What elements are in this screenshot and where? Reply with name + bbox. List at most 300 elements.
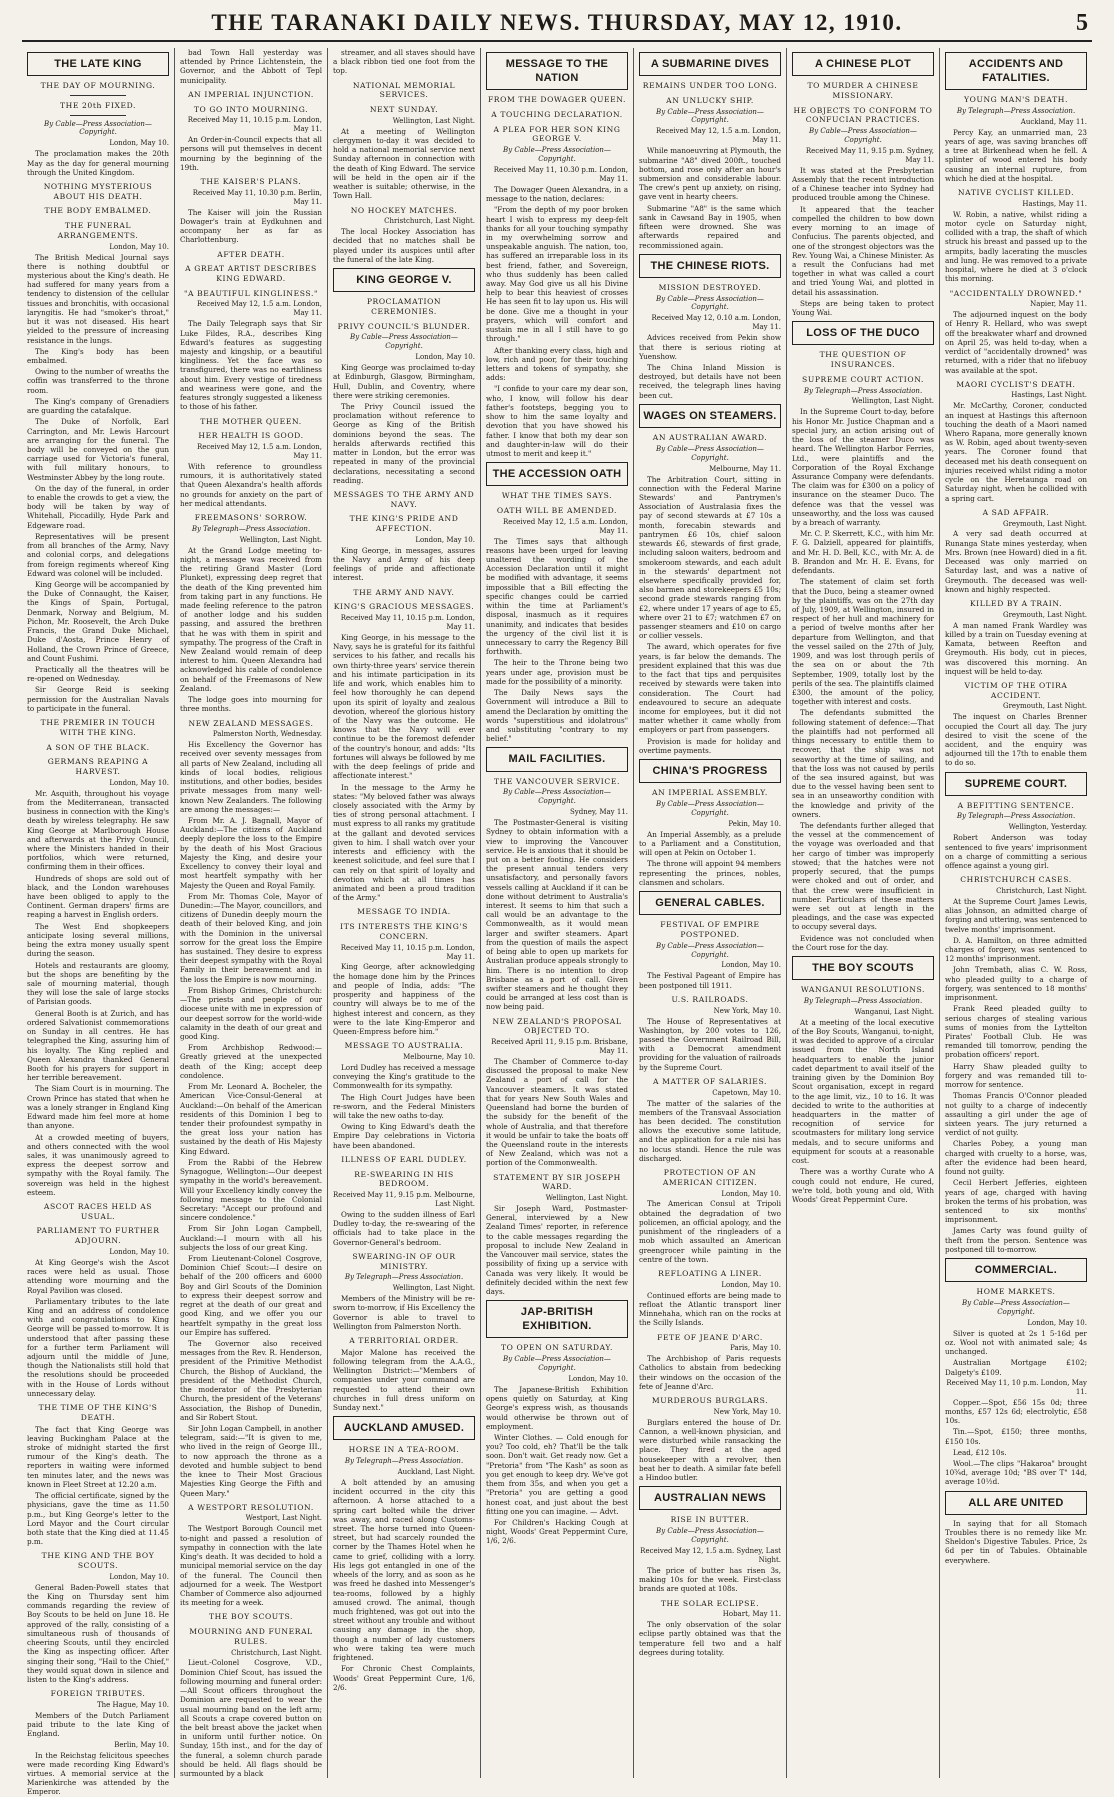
subheading: THE 20th FIXED. xyxy=(59,100,137,110)
dateline: Wellington, Yesterday. xyxy=(1008,823,1087,832)
subheading: U.S. RAILROADS. xyxy=(671,994,749,1004)
dateline: London, May 10. xyxy=(568,1375,628,1383)
paragraph: The Westport Borough Council met to-night and passed a resolution of sympathy in connection with the late King's death. It was decided to hold a municipal memorial service on the day of the funeral. The Council then adjourned for a week. The Westport Chamber of Commerce also adjourned its meeting for a week. xyxy=(180,1524,322,1608)
paragraph: From Mr. A. J. Bagnall, Mayor of Auckland:—The citizens of Auckland deeply deplore the loss to the Empire by the death of his Most Gracious Majesty the King, and desire your Excellency to convey their loyal and most heartfelt sympathy with her Majesty the Queen and Royal Family. xyxy=(180,815,322,890)
paragraph: bad Town Hall yesterday was attended by Prince Lichtenstein, the Governor, and the Abbott of Tepl municipality. xyxy=(180,48,322,85)
subheading: THE KAISER'S PLANS. xyxy=(200,177,302,187)
byline: By Cable—Press Association—Copyright. xyxy=(656,941,764,959)
dateline: London, May 10. xyxy=(109,242,169,251)
column-5 xyxy=(634,48,787,1778)
dateline: Received May 12, 0.10 a.m. London, May 11. xyxy=(651,314,781,332)
paragraph: Copper.—Spot, £56 15s 0d; three months, £57 12s 6d; electrolytic, £58 10s. xyxy=(945,1397,1087,1426)
subheading: FOREIGN TRIBUTES. xyxy=(50,1689,146,1699)
byline: By Telegraph—Press Association. xyxy=(956,812,1076,821)
paragraph: The Siam Court is in mourning. The Crown Prince has stated that when he was a lonely stranger in England King Edward made him feel more at home than anyone. xyxy=(27,1084,169,1131)
subheading: SWEARING-IN OF OUR MINISTRY. xyxy=(352,1251,456,1271)
paragraph: Thomas Francis O'Connor pleaded not guilty to a charge of indecently assaulting a girl under the age of sixteen years. The jury returned a verdict of not guilty. xyxy=(945,1091,1087,1138)
article-headline: COMMERCIAL. xyxy=(945,1258,1087,1282)
dateline: Greymouth, Last Night. xyxy=(1002,702,1087,711)
paragraph: Mr. McCarthy, Coroner, conducted an inquest at Hastings this afternoon touching the death of a Maori named Whero Rapana, more generally known as W. Robin, aged about twenty-seven years. The Coroner found that deceased met his death consequent on injuries received whilst riding a motor cycle on the Heretaunga road on Saturday night, when he collided with a spring cart. xyxy=(945,401,1087,503)
paragraph: Steps are being taken to protect Young Wai. xyxy=(792,298,934,318)
paragraph: At a meeting of the local executive of the Boy Scouts, Wanganui, to-night, it was decided to approve of a circular issued from the North Island headquarters to enable the junior cadet department to avail itself of the training given by the Dominion Boy Scout organisation, except in regard to the age limit, viz., 10 to 16. It was decided to write to the authorities at headquarters in the matter of recognition of service for scoutmasters for military long service medals, and to secure uniforms and equipment for scouts at a reasonable cost. xyxy=(792,1017,934,1166)
paragraph: The fact that King George was leaving Buckingham Palace at the stroke of midnight started the first rumour of the King's death. The reporters in waiting were informed ten minutes later, and the news was known in Fleet Street at 12.20 a.m. xyxy=(27,1424,169,1489)
paragraph: The defendants submitted the following statement of defence:—That the plaintiffs had not performed all things necessary to entitle them to recover, that the ship was not seaworthy at the time of sailing, and that the loss was not caused by perils of the sea insured against, but was due to the vessel having been sent to sea in an unseaworthy condition with the knowledge and privity of the owners. xyxy=(792,708,934,819)
dateline: London, May 10. xyxy=(721,1189,781,1198)
paragraph: The lodge goes into mourning for three months. xyxy=(180,695,322,714)
subheading: THE BOY SCOUTS. xyxy=(208,1612,294,1622)
paragraph: The defendants further alleged that the vessel at the commencement of the voyage was overloaded and that her cargo of timber was improperly stowed; that the hatches were not properly secured, that the pumps were choked and out of order, and that the crew were insufficient in number. Particulars of these matters were set out at length in the pleadings, and the case was expected to occupy several days. xyxy=(792,821,934,932)
dateline: Wanganui, Last Night. xyxy=(854,1007,934,1016)
byline: By Cable—Press Association—Copyright. xyxy=(44,119,152,137)
paragraph: With reference to groundless rumours, it is authoritatively stated that Queen Alexandra's health affords no grounds for anxiety on the part of her medical attendants. xyxy=(180,461,322,508)
paragraph: The heir to the Throne being two years under age, provision must be made for the possibility of a minority. xyxy=(486,658,628,686)
dateline: Received May 11, 10.30 p.m. Berlin, May 11. xyxy=(192,188,322,206)
paragraph: From Bishop Grimes, Christchurch:—The priests and people of our diocese unite with me in expression of our deepest sorrow for the world-wide calamity in the death of our great and good King. xyxy=(180,985,322,1042)
paragraph: The award, which operates for five years, is far below the demands. The president explained that this was due to the fact that tips and perquisites received by stewards were taken into consideration. The Court had endeavoured to secure an adequate income for employees, but it did not matter whether it came wholly from employers or part from passengers. xyxy=(639,642,781,735)
article-headline: JAP-BRITISH EXHIBITION. xyxy=(486,1300,628,1338)
dateline: Wellington, Last Night. xyxy=(851,397,934,406)
paragraph: Mr. Asquith, throughout his voyage from the Mediterranean, transacted business in connection with the King's death by wireless telegraphy. He saw King George at Marlborough House and afterwards at the Privy Council, where the Ministers handed in their portfolios, which were returned, confirming them in their offices. xyxy=(27,788,169,872)
subheading: FREEMASONS' SORROW. xyxy=(194,513,308,522)
dateline: Received May 12, 1.5 a.m. London, May 11. xyxy=(196,300,322,318)
subheading: NATIVE CYCLIST KILLED. xyxy=(957,188,1075,198)
subheading: THE DAY OF MOURNING. xyxy=(40,81,156,91)
article-headline: SUPREME COURT. xyxy=(945,772,1087,796)
paragraph: James Carty was found guilty of theft from the person. Sentence was postponed till to-morrow. xyxy=(945,1226,1087,1254)
paragraph: Lead, £12 10s. xyxy=(953,1447,1007,1457)
subheading: NATIONAL MEMORIAL SERVICES. xyxy=(352,80,456,100)
column-6 xyxy=(787,48,940,1778)
dateline: London, May 10. xyxy=(1027,1318,1087,1327)
subheading: ILLNESS OF EARL DUDLEY. xyxy=(341,1154,467,1164)
byline: By Cable—Press Association—Copyright. xyxy=(656,294,764,312)
dateline: Paris, May 10. xyxy=(730,1344,781,1353)
paragraph: The proclamation makes the 20th May as the day for general mourning through the United Kingdom. xyxy=(27,149,169,177)
article-headline: MESSAGE TO THE NATION xyxy=(486,52,628,90)
paragraph: The adjourned inquest on the body of Henry R. Hellard, who was swept off the breakwater wharf and drowned on April 25, was held to-day, when a verdict of "accidentally drowned" was returned, with a rider that no lifebuoy was available at the spot. xyxy=(945,310,1087,375)
paragraph: The British Medical Journal says there is nothing doubtful or mysterious about the King's death. He had suffered for many years from a tendency to distension of the cellular tissues and bronchitis, with occasional laryngitis. He had "smoker's throat," but it was not diseased. His heart yielded to the pressure of increasing resistance in the lungs. xyxy=(27,252,169,345)
paragraph: Evidence was not concluded when the Court rose for the day. xyxy=(792,933,934,952)
dateline: Wellington, Last Night. xyxy=(392,1284,475,1293)
article-headline: GENERAL CABLES. xyxy=(639,891,781,915)
subheading: A PLEA FOR HER SON KING GEORGE V. xyxy=(493,124,621,144)
masthead xyxy=(22,6,1092,42)
paragraph: Members of the Ministry will be re-sworn to-morrow, if His Excellency the Governor is able to travel to Wellington from Palmerston North. xyxy=(333,1294,475,1331)
dateline: Received May 11, 10 p.m. London, May 11. xyxy=(946,1378,1087,1396)
subheading: MESSAGES TO THE ARMY AND NAVY. xyxy=(333,490,475,509)
paragraph: General Booth is at Zurich, and has ordered Salvationist commemorations on Sunday in all centres. He has telegraphed the King, assuring him of his loyalty. The King replied and Queen Alexandra thanked General Booth for his prayers for support in her terrible bereavement. xyxy=(27,1008,169,1083)
paragraph: The Postmaster-General is visiting Sydney to obtain information with a view to improving the Vancouver service. He is anxious that it should be put on a better footing. He considers the present annual tenders very unsatisfactory, and personally favors vessels calling at Auckland if it can be done without detriment to Australia's interest. It seems to him that such a call would be an advantage to the Commonwealth, as it would mean larger and swifter steamers. Apart from the question of mails the aspect of being able to open up markets for Australian produce appeals strongly to him. There is no intention to drop Brisbane as a port of call. Given swifter steamers and he thought they could be arranged at less cost than is now being paid. xyxy=(486,818,628,1012)
dateline: London, May 10. xyxy=(721,961,781,970)
subheading: KILLED BY A TRAIN. xyxy=(969,599,1063,608)
paragraph: Lieut.-Colonel Cosgrove, V.D., Dominion Chief Scout, has issued the following mourning and funeral order:—All Scout officers throughout the Dominion are requested to wear the usual mourning band on the left arm; all Scouts a crape covered button on the belt breast above the jacket when in uniform until further notice. On Sunday, 15th inst., and for the day of the funeral, a solemn church parade should be held. All flags should be surmounted by a black xyxy=(180,1658,322,1779)
dateline: London, May 10. xyxy=(109,1572,169,1581)
article-headline: KING GEORGE V. xyxy=(333,268,475,292)
paragraph: Advices received from Pekin show that there is serious rioting at Yuenshow. xyxy=(639,333,781,361)
paragraph: The Chamber of Commerce to-day discussed the proposal to make New Zealand a port of call for the Vancouver steamers. It was stated that for years New South Wales and Queensland had borne the burden of the subsidy for the benefit of the whole of Australia, and that therefore it would be unfair to take the boats off the Queensland route in the interests of New Zealand, which was not a portion of the Commonwealth. xyxy=(486,1057,628,1168)
paragraph: From Mr. Leonard A. Bocheler, the American Vice-Consul-General at Auckland:—On behalf of the American residents of this Dominion I beg to tender their profoundest sympathy in the great loss your nation has sustained by the death of His Majesty King Edward. xyxy=(180,1082,322,1156)
dateline: Received May 11, 10.15 p.m. London, May 11. xyxy=(187,116,322,134)
paragraph: Sir John Logan Campbell, in another telegram, said:—"It is given to me, who lived in the reign of George III., to now approach the throne as a devoted and humble subject to bend the knee to Their Most Gracious Majesties King George the Fifth and Queen Mary." xyxy=(180,1423,322,1498)
paragraph: In the Reichstag felicitous speeches were made recording King Edward's virtues. A memorial service at the Marienkirche was attended by the Emperor. xyxy=(27,1750,169,1797)
paragraph: Tin.—Spot, £150; three months, £150 10s. xyxy=(945,1427,1087,1446)
subheading: PRIVY COUNCIL'S BLUNDER. xyxy=(337,321,471,331)
paragraph: From the Rabbi of the Hebrew Synagogue, Wellington:—Our deepest sympathy in the world's bereavement. Will your Excellency kindly convey the following message to the Colonial Secretary: "Accept our profound and sincere condolence." xyxy=(180,1157,322,1223)
subheading: YOUNG MAN'S DEATH. xyxy=(964,95,1068,105)
subheading: AN UNLUCKY SHIP. xyxy=(666,95,754,105)
subheading: A SAD AFFAIR. xyxy=(982,507,1050,517)
paragraph: W. Robin, a native, whilst riding a motor cycle on Saturday night, collided with a trap, the shaft of which struck his breast and passed up to the armpits, badly lacerating the muscles and lung. He was removed to a private hospital, where he died at 3 o'clock this morning. xyxy=(945,209,1087,284)
article-headline: ALL ARE UNITED xyxy=(945,1491,1087,1515)
subheading: HOME MARKETS. xyxy=(976,1287,1056,1297)
paragraph: Lord Dudley has received a message conveying the King's gratitude to the Commonwealth for its sympathy. xyxy=(333,1062,475,1091)
column-2 xyxy=(175,48,328,1778)
paragraph: After thanking every class, high and low, rich and poor, for their touching letters and tokens of sympathy, she adds: xyxy=(486,345,628,383)
byline: By Cable—Press Association—Copyright. xyxy=(503,146,611,163)
paragraph: An Order-in-Council expects that all persons will put themselves in decent mourning by the beginning of the 19th. xyxy=(180,135,322,172)
paragraph: The Dowager Queen Alexandra, in a message to the nation, declares: xyxy=(486,184,628,204)
subheading: ASCOT RACES HELD AS USUAL. xyxy=(43,1202,153,1221)
subheading: AFTER DEATH. xyxy=(217,249,285,259)
subheading: THE PREMIER IN TOUCH WITH THE KING. xyxy=(40,718,156,737)
article-headline: AUSTRALIAN NEWS xyxy=(639,1486,781,1510)
paragraph: Owing to the sudden illness of Earl Dudley to-day, the re-swearing of the officials had to take place in the Governor-General's bedroom. xyxy=(333,1209,475,1247)
paragraph: The Arbitration Court, sitting in connection with the Federal Marine Stewards' and Pantrymen's Association of Australasia fixes the pay of second stewards at £7 10s a month, forecabin stewards and pantrymen £6 10s, chief saloon stewards £6, stewards of first grade, including saloon waiters, bedroom and smokeroom stewards, and each adult in the stewards' department not elsewhere specifically provided for, also barmen and storekeepers £5 10s; second grade stewards ranging from £2, where under 17 years of age to £5, where over 21 to £7; watchmen £7 on passenger steamers and £10 on cargo or collier vessels. xyxy=(639,474,781,641)
dateline: Greymouth, Last Night. xyxy=(1002,519,1087,528)
dateline: Hobart, May 11. xyxy=(722,1610,781,1619)
dateline: Wellington, Last Night. xyxy=(545,1194,628,1203)
byline: By Cable—Press Association—Copyright. xyxy=(809,126,917,144)
paragraph: At the Grand Lodge meeting to-night, a message was received from the retiring Grand Master (Lord Plunket), expressing deep regret that the death of the King prevented him from taking part in any functions. He made feeling reference to the patron of another lodge and his sudden passing, and assured the brethren that he was with them in spirit and sympathy. The progress of the Craft in New Zealand would remain of deep interest to him. Queen Alexandra had acknowledged his cable of condolence on behalf of the Freemasons of New Zealand. xyxy=(180,545,322,693)
byline: By Telegraph—Press Association. xyxy=(803,386,923,395)
subheading: PROTECTION OF AN AMERICAN CITIZEN. xyxy=(662,1168,758,1187)
dateline: Auckland, Last Night. xyxy=(397,1468,475,1476)
paragraph: Hotels and restaurants are gloomy, but the shops are benefiting by the sale of mourning material, though they will lose the sale of large stocks of Parisian goods. xyxy=(27,960,169,1007)
subheading: AN IMPERIAL INJUNCTION. xyxy=(188,89,314,99)
paragraph: For Children's Hacking Cough at night, Woods' Great Peppermint Cure, 1/6, 2/6. xyxy=(486,1518,628,1546)
subheading: PARLIAMENT TO FURTHER ADJOURN. xyxy=(36,1226,160,1246)
dateline: London, May 10. xyxy=(109,1247,169,1256)
dateline: London, May 10. xyxy=(721,1280,781,1289)
byline: By Cable—Press Association—Copyright. xyxy=(503,1355,611,1373)
byline: By Cable—Press Association—Copyright. xyxy=(656,444,764,462)
paragraph: "I confide to your care my dear son, who, I know, will follow his dear father's footsteps, begging you to show to him the same loyalty and devotion that you have showed his father. I know that both my dear son and daughter-in-law will do their utmost to merit and keep it." xyxy=(486,384,628,458)
subheading: THE FUNERAL ARRANGEMENTS. xyxy=(57,221,139,240)
subheading: A TERRITORIAL ORDER. xyxy=(349,1336,459,1345)
byline: By Cable—Press Association—Copyright. xyxy=(350,333,458,351)
paragraph: The official certificate, signed by the physicians, gave the time as 11.50 p.m., but King George's letter to the Lord Mayor and the Court circular both state that the King died at 11.45 p.m. xyxy=(27,1491,169,1547)
paragraph: At a meeting of Wellington clergymen to-day it was decided to hold a national memorial service next Sunday afternoon in connection with the death of King Edward. The service will be held in the open air if the weather is suitable; otherwise, in the Town Hall. xyxy=(333,126,475,201)
subheading: CHRISTCHURCH CASES. xyxy=(960,875,1072,885)
paragraph: A bolt attended by an amusing incident occurred in the city this afternoon. A horse attached to a spring cart bolted while the driver was away, and raced along Customs-street. The horse turned into Queen-street, but had scarcely rounded the corner by the Thames Hotel when he came to grief, colliding with a lorry. His legs got entangled in one of the wheels of the lorry, and as soon as he was freed he dashed into Messenger's tea-rooms, followed by a highly amused crowd. The animal, though much frightened, was got out into the street without any trouble and without causing any damage in the shop, though a number of lady customers who were taking tea were much frightened. xyxy=(333,1477,475,1663)
paragraph: The inquest on Charles Brenner occupied the Court all day. The jury desired to visit the scene of the accident, and the enquiry was adjourned till the 17th to enable them to do so. xyxy=(945,712,1087,768)
paragraph: Parliamentary tributes to the late King and an address of condolence with and congratulations to King George will be passed to-morrow. It is understood that after passing these for a further term Parliament will adjourn until the middle of June, though the Nationalists still hold that the resolutions should be proceeded with in the House of Lords without unnecessary delay. xyxy=(27,1296,169,1398)
dateline: Christchurch, Last Night. xyxy=(996,886,1087,895)
paragraph: The West End shopkeepers anticipate losing several millions, being the extra money usually spent during the season. xyxy=(27,921,169,959)
paragraph: An Imperial Assembly, as a prelude to a Parliament and a Constitution, will open at Pekin on October 1. xyxy=(639,829,781,858)
paragraph: The Daily Telegraph says that Sir Luke Fildes, R.A., describes King Edward's features as suggesting majesty and kingship, or a beautiful kingliness. Yet the face was so transfigured, there was no earthliness about him. Every vestige of tiredness and weariness were gone, and the features strongly suggested a likeness to those of his father. xyxy=(180,319,322,412)
subheading: NEW ZEALAND'S PROPOSAL OBJECTED TO. xyxy=(492,1016,622,1036)
paragraph: The House of Representatives at Washington, by 200 votes to 126, passed the Government Railroad Bill, with a Democrat amendment providing for the valuation of railroads by the Supreme Court. xyxy=(639,1016,781,1072)
paragraph: A man named Frank Wardley was killed by a train on Tuesday evening at Kamata, between Reefton and Greymouth. His body, cut in pieces, was discovered this morning. An inquest will be held to-day. xyxy=(945,620,1087,676)
article-headline: AUCKLAND AMUSED. xyxy=(333,1416,475,1440)
paragraph: Practically all the theatres will be re-opened on Wednesday. xyxy=(27,664,169,684)
subheading: A BEFITTING SENTENCE. xyxy=(957,800,1075,810)
paragraph: Charles Pobey, a young man charged with cruelty to a horse, was, after the evidence had been heard, found not guilty. xyxy=(945,1139,1087,1177)
dateline: Pekin, May 10. xyxy=(728,819,781,828)
paragraph: Hundreds of shops are sold out of black, and the London warehouses have been obliged to apply to the Continent. German drapers' firms are reaping a harvest in English orders. xyxy=(27,873,169,920)
subheading: A SON OF THE BLACK. xyxy=(46,742,150,752)
subheading: OATH WILL BE AMENDED. xyxy=(496,505,618,515)
paragraph: Burglars entered the house of Dr. Cannon, a well-known physician, and were disturbed while ransacking the place. They fired at the aged housekeeper with a revolver, then beat her to death. A similar fate befell a Hindoo butler. xyxy=(639,1417,781,1483)
article-headline: A SUBMARINE DIVES xyxy=(639,52,781,76)
article-headline: A CHINESE PLOT xyxy=(792,52,934,76)
paragraph: Provision is made for holiday and overtime payments. xyxy=(639,736,781,755)
paragraph: A very sad death occurred at Runanga State mines yesterday, when Mrs. Brown (nee Howard) died in a fit. Deceased was only married on Saturday last, and was a native of Greymouth. The deceased was well-known and highly respected. xyxy=(945,529,1087,594)
paragraph: John Trembath, alias C. W. Ross, who pleaded guilty to a charge of forgery, was sentenced to 18 months' imprisonment. xyxy=(945,965,1087,1003)
subheading: PROCLAMATION CEREMONIES. xyxy=(366,297,442,316)
paragraph: Sir George Reid is seeking permission for the Australian Navals to participate in the funeral. xyxy=(27,685,169,713)
paragraph: In saying that for all Stomach Troubles there is no remedy like Mr. Sheldon's Digestive Tabules. Price, 2s 6d per tin of Tabules. Obtainable everywhere. xyxy=(945,1518,1087,1565)
paragraph: On the day of the funeral, in order to enable the crowds to get a view, the body will be taken by way of Whitehall, Piccadilly, Hyde Park and Edgeware road. xyxy=(27,483,169,530)
subheading: A MATTER OF SALARIES. xyxy=(652,1076,767,1086)
paragraph: From Archbishop Redwood:—Greatly grieved at the unexpected death of the King; accept deep condolence. xyxy=(180,1043,322,1080)
paragraph: The Kaiser will join the Russian Dowager's train at Eydkuhnen and accompany her as far as Charlottenburg. xyxy=(180,207,322,245)
paragraph: From Mr. Thomas Cole, Mayor of Dunedin:—The Mayor, councillors, and citizens of Dunedin deeply mourn the death of their beloved King, and join with the Dominion in the universal sorrow for the great loss the Empire has sustained. They desire to express their deepest sympathy with the Royal Family in their bereavement and in the loss the Empire is now mourning. xyxy=(180,891,322,984)
dateline: Melbourne, May 10. xyxy=(403,1052,475,1061)
dateline: Capetown, May 10. xyxy=(712,1088,781,1097)
paragraph: At King George's wish the Ascot races were held as usual. Those attending wore mourning and the Royal Pavilion was closed. xyxy=(27,1257,169,1295)
paragraph: Percy Kay, an unmarried man, 23 years of age, was saving branches off a tree at Birkenhead when he fell. A splinter of wood entered his body causing an internal rupture, from which he died at the hospital. xyxy=(945,127,1087,183)
paragraph: The Japanese-British Exhibition opens quietly on Saturday, at King George's express wish, as thousands would otherwise be thrown out of employment. xyxy=(486,1384,628,1431)
subheading: MOURNING AND FUNERAL RULES. xyxy=(189,1627,313,1646)
subheading: THE BODY EMBALMED. xyxy=(44,206,152,216)
dateline: New York, May 10. xyxy=(713,1006,781,1015)
paragraph: The only observation of the solar eclipse partly obtained was that the temperature fell two and a half degrees during totality. xyxy=(639,1620,781,1657)
subheading: HORSE IN A TEA-ROOM. xyxy=(348,1445,460,1455)
article-headline: THE ACCESSION OATH xyxy=(486,462,628,486)
paragraph: Owing to King Edward's death the Empire Day celebrations in Victoria have been abandoned. xyxy=(333,1122,475,1150)
subheading: REMAINS UNDER TOO LONG. xyxy=(642,81,778,91)
subheading: A TOUCHING DECLARATION. xyxy=(491,109,623,119)
paragraph: For Chronic Chest Complaints, Woods' Great Peppermint Cure, 1/6, 2/6. xyxy=(333,1664,475,1692)
paragraph: The statement of claim set forth that the Duco, being a steamer owned by the plaintiffs, was on the 27th day of July, 1909, at Wellington, insured in respect of her hull and machinery for a period of twelve months after her departure from Wellington, and that the vessel sailed on the 27th of July, 1909, and was lost through perils of the sea on or about the 7th September, 1909, totally lost by the perils of the sea. The plaintiffs claimed £300, the amount of the policy, together with interest and costs. xyxy=(792,577,934,707)
paragraph: Sir Joseph Ward, Postmaster-General, interviewed by a New Zealand Times' reporter, in reference to the cable messages regarding the proposal to include New Zealand in the Vancouver mail service, states the possibility of fixing up a service with Canada was very likely. It would be definitely decided within the next few days. xyxy=(486,1204,628,1296)
byline: By Cable—Press Association—Copyright. xyxy=(656,799,764,817)
divider xyxy=(70,95,127,96)
paragraph: The American Consul at Tripoli obtained the degradation of two policemen, an official apology, and the punishment of the ringleaders of a mob which assaulted an American greengrocer while painting in the centre of the town. xyxy=(639,1199,781,1264)
subheading: MISSION DESTROYED. xyxy=(658,282,762,292)
subheading: THE VANCOUVER SERVICE. xyxy=(494,776,620,786)
subheading: ITS INTERESTS THE KING'S CONCERN. xyxy=(340,922,468,941)
subheading: GERMANS REAPING A HARVEST. xyxy=(47,757,149,776)
byline: By Cable—Press Association—Copyright. xyxy=(962,1298,1070,1316)
paragraph: The Times says that although reasons have been urged for leaving unaltered the wording of the Accession Declaration until it might be modified with advantage, it seems impossible that a Bill effecting the specific changes could be carried within the time at Parliament's disposal, inasmuch as it requires unanimity, and indicates that besides the urgency of the civil list it is unnecessary to carry the Regency Bill forthwith. xyxy=(486,536,628,657)
paragraph: King George, in his message to the Navy, says he is grateful for its faithful services to his father, and recalls his own thirty-three years' service therein and his intimate participation in its life and work, which enables him to feel how thoroughly he can depend upon its spirit of loyalty and zealous devotion, whereof the glorious history of the Navy was the outcome. He knows that the Navy will ever continue to be the foremost defender of the country's honour, and adds: "Its fortunes will always be followed by me with the deep feelings of pride and affectionate interest." xyxy=(333,633,475,781)
column-7 xyxy=(940,48,1092,1778)
subheading: FESTIVAL OF EMPIRE POSTPONED. xyxy=(660,920,760,939)
paragraph: D. A. Hamilton, on three admitted charges of forgery, was sentenced to 12 months' imprisonment. xyxy=(945,935,1087,964)
dateline: Christchurch, Last Night. xyxy=(384,217,475,226)
subheading: RISE IN BUTTER. xyxy=(670,1515,750,1525)
subheading: VICTIM OF THE OTIRA ACCIDENT. xyxy=(964,680,1068,700)
dateline: Received May 11, 9.15 p.m. Sydney, May 11. xyxy=(805,146,934,164)
subheading: NEXT SUNDAY. xyxy=(369,105,439,115)
subheading: FETE OF JEANE D'ARC. xyxy=(657,1332,763,1342)
subheading: THE MOTHER QUEEN. xyxy=(200,416,302,426)
dateline: London, May 10. xyxy=(415,353,475,362)
paragraph: Major Malone has received the following telegram from the A.A.G., Wellington District:—"Members of companies under your command are requested to attend their own churches in full dress uniform on Sunday next." xyxy=(333,1347,475,1413)
article-headline: THE BOY SCOUTS xyxy=(792,956,934,980)
paragraph: The China Inland Mission is destroyed, but details have not been received, the telegraph lines having been cut. xyxy=(639,363,781,400)
dateline: Received May 12, 1.5 a.m. London, May 11. xyxy=(196,443,322,460)
dateline: The Hague, May 10. xyxy=(96,1700,169,1709)
paragraph: streamer, and all staves should have a black ribbon tied one foot from the top. xyxy=(333,48,475,76)
dateline: Received May 12, 1.5 a.m. Sydney, Last Night. xyxy=(640,1546,781,1564)
paragraph: King George was proclaimed to-day at Edinburgh, Glasgow, Birmingham, Hull, Dublin, and Coventry, where there were striking ceremonies. xyxy=(333,363,475,400)
article-headline: ACCIDENTS AND FATALITIES. xyxy=(945,52,1087,90)
columns xyxy=(22,48,1092,1797)
paragraph: In the message to the Army he states: "My beloved father was always closely associated with the Army by ties of strong personal attachment. I must express to all ranks my gratitude at the gallant and devoted services given to him. I shall watch over your interests and efficiency with the keenest solicitude, and feel sure that I can rely on that spirit of loyalty and devotion which at all times has animated and been a proud tradition of the Army." xyxy=(333,782,475,903)
subheading: HER HEALTH IS GOOD. xyxy=(198,431,304,441)
paragraph: Members of the Dutch Parliament paid tribute to the late King of England. xyxy=(27,1710,169,1739)
subheading: MURDEROUS BURGLARS. xyxy=(651,1396,769,1406)
dateline: Wellington, Last Night. xyxy=(239,535,322,544)
paragraph: At a crowded meeting of buyers, and others connected with the wool sales, it was unanimously agreed to express the deepest sorrow and sympathy with the Royal family. The sovereign was held in the highest esteem. xyxy=(27,1132,169,1197)
byline: By Telegraph—Press Association. xyxy=(344,1273,464,1282)
subheading: KING'S GRACIOUS MESSAGES. xyxy=(333,602,475,612)
paragraph: Wool.—The clips "Hakaroa" brought 10¾d, average 10d; "BS over T" 14d, average 10½d. xyxy=(945,1459,1087,1487)
dateline: London, May 10. xyxy=(109,778,169,787)
dateline: Westport, Last Night. xyxy=(245,1514,322,1523)
paragraph: General Baden-Powell states that the King on Thursday sent him commands regarding the review of Boy Scouts to be held on June 18. He approved of the rally, consisting of a simultaneous rush of thousands of cheering Scouts, until they encircled the King as inspecting officer. After singing their song, "Hail to the Chief," they would squat down in silence and listen to the King's address. xyxy=(27,1582,169,1684)
subheading: THE TIME OF THE KING'S DEATH. xyxy=(38,1403,158,1422)
dateline: Received May 11, 10.15 p.m. London, May 11. xyxy=(340,614,475,632)
paragraph: Australian Mortgage £102; Dalgety's £109. xyxy=(945,1358,1087,1377)
dateline: Auckland, May 11. xyxy=(1020,117,1087,126)
subheading: SUPREME COURT ACTION. xyxy=(802,374,924,384)
subheading: NO HOCKEY MATCHES. xyxy=(350,205,458,215)
dateline: Napier, May 11. xyxy=(1030,300,1087,309)
dateline: Received May 11, 10.30 p.m. London, May 11. xyxy=(493,165,628,183)
paragraph: Mr. C. P. Skerrett, K.C., with him Mr. F. G. Dalziell, appeared for plaintiffs, and Mr. H. D. Bell, K.C., with Mr. A. de B. Brandon and Mr. H. E. Evans, for defendants. xyxy=(792,529,934,576)
subheading: THE SOLAR ECLIPSE. xyxy=(660,1598,760,1608)
paragraph: The King's company of Grenadiers are guarding the catafalque. xyxy=(27,396,169,416)
paragraph: Harry Shaw pleaded guilty to forgery and was remanded till to-morrow for sentence. xyxy=(945,1061,1087,1090)
column-3 xyxy=(328,48,481,1778)
paragraph: His Excellency the Governor has received over seventy messages from all parts of New Zealand, including all kinds of local bodies, religious institutions, and other bodies, besides private messages from many well-known New Zealanders. The following are among the messages:— xyxy=(180,740,322,814)
paragraph: King George will be accompanied by the Duke of Connaught, the Kaiser, the Kings of Spain, Portugal, Denmark, Norway and Belgium, M. Pichon, Mr. Roosevelt, the Arch Duke Francis, the Grand Duke Michael, Duke d'Aosta, Prince Henry of Holland, the Crown Prince of Greece, and Count Fushimi. xyxy=(27,580,169,663)
masthead-title: THE TARANAKI DAILY NEWS. THURSDAY, MAY 12, 1910. xyxy=(211,10,903,35)
subheading: FROM THE DOWAGER QUEEN. xyxy=(487,95,627,105)
article-headline: THE LATE KING xyxy=(27,52,169,76)
paragraph: The Privy Council issued the proclamation without reference to George as King of the British dominions beyond the seas. The heralds afterwards rectified this matter in London, but the error was repeated in many of the provincial declarations, necessitating a second reading. xyxy=(333,402,475,485)
dateline: Received April 11, 9.15 p.m. Brisbane, May 11. xyxy=(491,1038,628,1056)
paragraph: From Lieutenant-Colonel Cosgrove, Dominion Chief Scout:—I desire on behalf of the 200 officers and 6000 Boy and Girl Scouts of the Dominion to express their deepest sorrow and regret at the death of our great and good King, and we offer you our heartfelt sympathy in the great loss our Empire has suffered. xyxy=(180,1254,322,1337)
dateline: London, May 10. xyxy=(109,139,169,148)
byline: By Telegraph—Press Association. xyxy=(344,1457,464,1466)
subheading: RE-SWEARING IN HIS BEDROOM. xyxy=(354,1169,454,1189)
subheading: A GREAT ARTIST DESCRIBES KING EDWARD. xyxy=(185,264,317,284)
paragraph: At the Supreme Court James Lewis, alias Johnson, an admitted charge of forging and uttering, was sentenced to twelve months' imprisonment. xyxy=(945,896,1087,934)
subheading: STATEMENT BY SIR JOSEPH WARD. xyxy=(493,1172,621,1192)
paragraph: King George, in messages, assures the Navy and Army of his deep feelings of pride and affectionate interest. xyxy=(333,545,475,583)
dateline: Melbourne, May 11. xyxy=(709,464,781,473)
page-number: 5 xyxy=(1076,10,1088,36)
paragraph: Cecil Herbert Jefferies, eighteen years of age, charged with having broken the terms of his probation, was sentenced to six months' imprisonment. xyxy=(945,1178,1087,1225)
dateline: Wellington, Last Night. xyxy=(392,116,475,125)
paragraph: Silver is quoted at 2s 1 5-16d per oz. Wool not with animated sale; 4s unchanged. xyxy=(945,1328,1087,1357)
subheading: NOTHING MYSTERIOUS ABOUT HIS DEATH. xyxy=(43,182,153,201)
subheading: THE KING AND THE BOY SCOUTS. xyxy=(41,1551,155,1571)
subheading: MAORI CYCLIST'S DEATH. xyxy=(956,379,1076,389)
column-4 xyxy=(481,48,634,1778)
dateline: Received May 12, 1.5 a.m. London, May 11. xyxy=(655,127,781,145)
paragraph: King George, after acknowledging the homage done him by the Princes and people of India, adds: "The prosperity and happiness of the country will always be to me of the highest interest and concern, as they were to the late King-Emperor and Queen-Empress before him." xyxy=(333,962,475,1036)
paragraph: While manoeuvring at Plymouth, the submarine "A8" dived 200ft., touched bottom, and rose only after an hour's submersion and considerable labour. The crew's pent up anxiety, on rising, gave vent in hearty cheers. xyxy=(639,146,781,202)
subheading: AN IMPERIAL ASSEMBLY. xyxy=(652,788,768,798)
article-headline: WAGES ON STEAMERS. xyxy=(639,404,781,428)
subheading: TO OPEN ON SATURDAY. xyxy=(500,1343,614,1353)
dateline: Palmerston North, Wednesday. xyxy=(212,730,322,739)
subheading: AN AUSTRALIAN AWARD. xyxy=(652,432,768,442)
byline: By Cable—Press Association—Copyright. xyxy=(656,107,764,125)
article-headline: MAIL FACILITIES. xyxy=(486,747,628,771)
paragraph: Owing to the number of wreaths the coffin was transferred to the throne room. xyxy=(27,367,169,395)
paragraph: Robert Anderson was today sentenced to five years' imprisonment on a charge of committing a serious offence against a young girl. xyxy=(945,833,1087,871)
subheading: TO GO INTO MOURNING. xyxy=(193,104,309,114)
paragraph: It appeared that the teacher compelled the children to bow down every morning to an image of Confucius. The parents objected, and one of the strongest objectors was the Rev. Young Wai, a Chinese Minister. As a result the Confucians had met together in what was called a court and tried Young Wai, and plotted in detail his assassination. xyxy=(792,204,934,297)
subheading: TO MURDER A CHINESE MISSIONARY. xyxy=(807,81,919,100)
paragraph: Continued efforts are being made to refloat the Atlantic transport liner Minnehaha, which ran on the rocks at the Scilly Islands. xyxy=(639,1290,781,1328)
subheading: A WESTPORT RESOLUTION. xyxy=(188,1502,314,1512)
dateline: Christchurch, Last Night. xyxy=(231,1648,322,1657)
paragraph: The local Hockey Association has decided that no matches shall be played under its auspices until after the funeral of the late King. xyxy=(333,227,475,264)
subheading: "A BEAUTIFUL KINGLINESS." xyxy=(183,288,319,298)
subheading: NEW ZEALAND MESSAGES. xyxy=(188,718,314,728)
subheading: THE KING'S PRIDE AND AFFECTION. xyxy=(349,514,459,534)
paragraph: In the Supreme Court to-day, before his Honor Mr. Justice Chapman and a special jury, an action arising out of the loss of the steamer Duco was heard. The Wellington Harbor Ferries, Ltd., were plaintiffs and the Corporation of the Royal Exchange Assurance Company were defendants. The claim was for £300 on a policy of insurance on the steamer Duco. The defence was that the vessel was unseaworthy, and the loss was caused by a breach of warranty. xyxy=(792,407,934,528)
paragraph: Winter Clothes. — Cold enough for you? Too cold, eh? That'll be the talk soon. Don't wait. Get ready now. Get a "Pretoria" from "The Kash" as soon as you get enough to keep dry. We've got them from 35s, and when you get a "Pretoria" you are getting a good honest coat, and just about the best fitting one you can imagine. — Advt. xyxy=(486,1433,628,1516)
paragraph: The matter of the salaries of the members of the Transvaal Association has been decided. The constitution allows the executive some latitude, and the application for a rule nisi has no locus standi. Hence the rule was discharged. xyxy=(639,1098,781,1163)
dateline: Sydney, May 11. xyxy=(569,808,628,817)
byline: By Telegraph—Press Association. xyxy=(803,996,923,1005)
dateline: Received May 12, 1.5 a.m. London, May 11. xyxy=(502,517,628,535)
subheading: HE OBJECTS TO CONFORM TO CONFUCIAN PRACTICES. xyxy=(793,105,933,125)
dateline: Hastings, May 11. xyxy=(1022,199,1087,208)
dateline: New York, May 10. xyxy=(713,1407,781,1416)
subheading: REFLOATING A LINER. xyxy=(658,1268,762,1278)
article-headline: CHINA'S PROGRESS xyxy=(639,759,781,783)
subheading: THE QUESTION OF INSURANCES. xyxy=(819,350,907,370)
byline: By Cable—Press Association—Copyright. xyxy=(503,788,611,806)
dateline: Berlin, May 10. xyxy=(114,1740,169,1749)
paragraph: The throne will appoint 94 members representing the princes, nobles, clansmen and scholars. xyxy=(639,859,781,887)
byline: By Telegraph—Press Association. xyxy=(956,106,1076,115)
paragraph: "From the depth of my poor broken heart I wish to express my deep-felt thanks for all your touching sympathy in my overwhelming sorrow and unspeakable anguish. The nation, too, has suffered an irreparable loss in its best friend, father, and Sovereign, who thus suddenly has been called away. May God give us all his Divine help to bear this heaviest of crosses He has seen fit to lay upon us. His will be done. Give me a thought in your prayers, which will comfort and sustain me in all I still have to go through." xyxy=(486,205,628,344)
subheading: MESSAGE TO AUSTRALIA. xyxy=(344,1041,464,1051)
article-headline: THE CHINESE RIOTS. xyxy=(639,254,781,278)
paragraph: Submarine "A8" is the same which sank in Cawsand Bay in 1905, when fifteen were drowned. She was afterwards repaired and recommissioned again. xyxy=(639,203,781,250)
paragraph: The price of butter has risen 3s, making 10s for the week. First-class brands are quoted at 108s. xyxy=(639,1565,781,1594)
paragraph: Frank Reed pleaded guilty to serious charges of stealing various sums of monies from the Lyttelton Pirates' Football Club. He was remanded till tomorrow, pending the probation officers' report. xyxy=(945,1004,1087,1060)
paragraph: There was a worthy Curate who A cough could not endure, He cured, we're told, both young and old, With Woods' Great Peppermint Cure. xyxy=(792,1167,934,1204)
subheading: WANGANUI RESOLUTIONS. xyxy=(800,985,926,995)
paragraph: It was stated at the Presbyterian Assembly that the recent introduction of a Chinese teacher into Sydney had produced trouble among the Chinese. xyxy=(792,165,934,203)
divider xyxy=(70,115,127,116)
paragraph: From Sir John Logan Campbell, Auckland:—I mourn with all his subjects the loss of our great King. xyxy=(180,1224,322,1252)
byline: By Cable—Press Association—Copyright. xyxy=(656,1527,764,1545)
